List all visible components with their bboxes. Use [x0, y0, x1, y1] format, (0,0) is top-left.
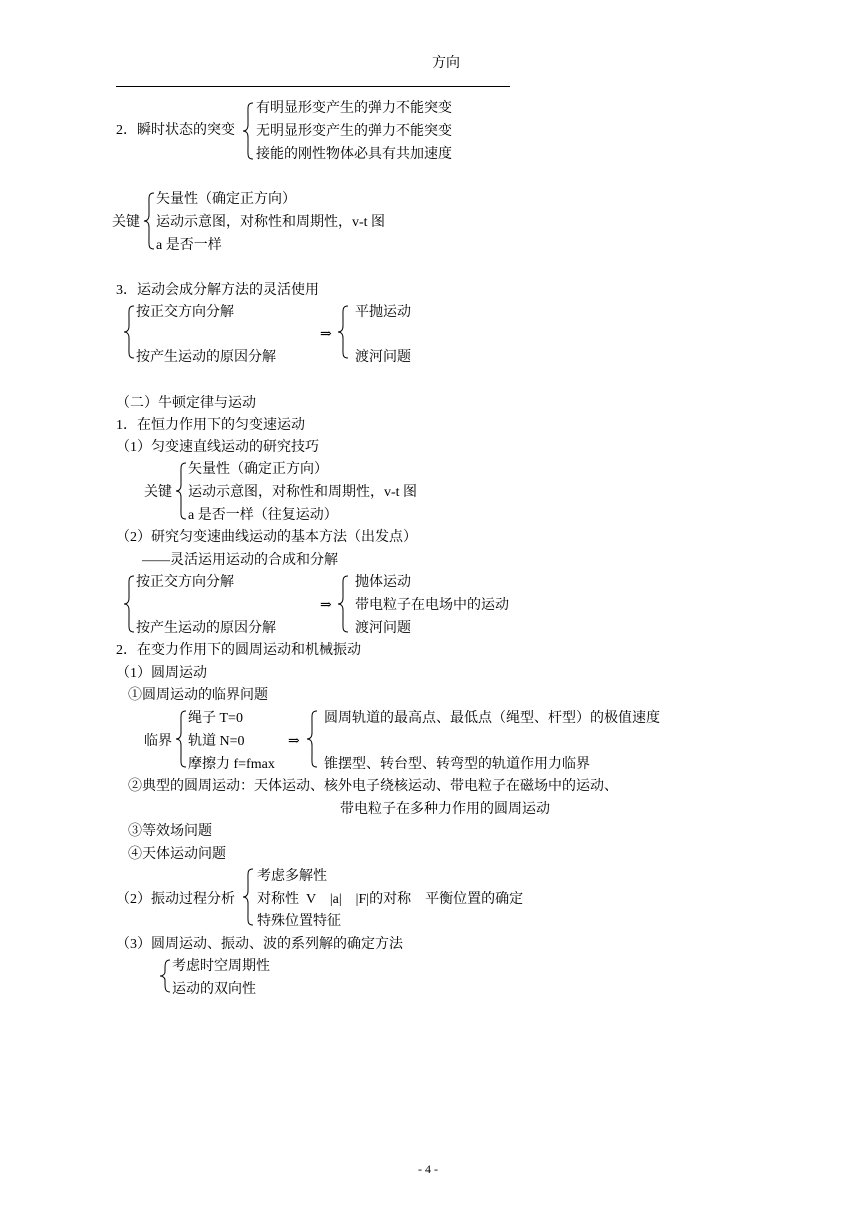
part2-c1: ①圆周运动的临界问题 [128, 688, 268, 703]
crit-right-2: 锥摆型、转台型、转弯型的轨道作用力临界 [324, 757, 590, 772]
s2-item-3: 接能的刚性物体必具有共加速度 [256, 147, 452, 162]
brace [124, 306, 136, 358]
key1-label: 关键 [112, 215, 140, 230]
key2-item-1: 矢量性（确定正方向） [188, 462, 328, 477]
p2-left-1: 按正交方向分解 [136, 575, 234, 590]
brace [338, 306, 350, 358]
key1-item-2: 运动示意图，对称性和周期性，v-t 图 [156, 215, 386, 230]
vib-item-3: 特殊位置特征 [257, 914, 341, 929]
brace [307, 711, 319, 767]
header-fragment: 方向 [432, 56, 460, 71]
key2-item-2: 运动示意图，对称性和周期性，v-t 图 [188, 485, 418, 500]
crit-item-3: 摩擦力 f=fmax [188, 757, 275, 772]
s3-right-2: 渡河问题 [355, 350, 411, 365]
crit-label: 临界 [144, 734, 172, 749]
vib-label: （2）振动过程分析 [116, 892, 235, 907]
s3-right-1: 平抛运动 [355, 305, 411, 320]
part2-sub2: （2）研究匀变速曲线运动的基本方法（出发点） [116, 530, 417, 545]
s2-item-2: 无明显形变产生的弹力不能突变 [256, 124, 452, 139]
p2-right-1: 抛体运动 [355, 575, 411, 590]
s3-left-1: 按正交方向分解 [136, 305, 234, 320]
brace [160, 960, 172, 992]
s3-left-2: 按产生运动的原因分解 [136, 350, 276, 365]
p2-left-2: 按产生运动的原因分解 [136, 621, 276, 636]
brace [243, 869, 255, 925]
crit-right-1: 圆周轨道的最高点、最低点（绳型、杆型）的极值速度 [324, 711, 660, 726]
brace [124, 576, 136, 632]
brace [144, 193, 156, 249]
crit-item-1: 绳子 T=0 [188, 711, 243, 726]
p2-arrow: ⇒ [320, 598, 332, 613]
part2-c2-line2: 带电粒子在多种力作用的圆周运动 [340, 802, 550, 817]
s3b-item-2: 运动的双向性 [172, 982, 256, 997]
part2-sub-circ: （1）圆周运动 [116, 666, 207, 681]
s2-label: 2．瞬时状态的突变 [116, 123, 235, 138]
vib-item-1: 考虑多解性 [257, 869, 327, 884]
part2-title: （二）牛顿定律与运动 [116, 396, 256, 411]
part2-sec1: 1．在恒力作用下的匀变速运动 [116, 418, 305, 433]
part2-sub3: （3）圆周运动、振动、波的系列解的确定方法 [116, 937, 403, 952]
vib-item-2: 对称性 V |a| |F|的对称 平衡位置的确定 [257, 892, 524, 907]
key1-item-3: a 是否一样 [156, 238, 222, 253]
s3b-item-1: 考虑时空周期性 [172, 959, 270, 974]
brace [176, 463, 188, 519]
header-rule [116, 86, 510, 87]
p2-right-2: 带电粒子在电场中的运动 [355, 598, 509, 613]
s3-arrow: ⇒ [320, 327, 332, 342]
s2-item-1: 有明显形变产生的弹力不能突变 [256, 101, 452, 116]
part2-sec2: 2．在变力作用下的圆周运动和机械振动 [116, 643, 361, 658]
key2-item-3: a 是否一样（往复运动） [188, 508, 338, 523]
part2-c4: ④天体运动问题 [128, 847, 226, 862]
key2-label: 关键 [144, 485, 172, 500]
part2-c3: ③等效场问题 [128, 824, 212, 839]
page-number: - 4 - [418, 1162, 438, 1176]
p2-right-3: 渡河问题 [355, 621, 411, 636]
part2-c2-line1: ②典型的圆周运动：天体运动、核外电子绕核运动、带电粒子在磁场中的运动、 [128, 779, 618, 794]
s3-title: 3．运动会成分解方法的灵活使用 [116, 283, 319, 298]
crit-item-2: 轨道 N=0 [188, 734, 245, 749]
crit-arrow: ⇒ [288, 734, 300, 749]
part2-sub1: （1）匀变速直线运动的研究技巧 [116, 440, 319, 455]
brace [176, 711, 188, 767]
key1-item-1: 矢量性（确定正方向） [156, 192, 296, 207]
brace [243, 103, 255, 159]
brace [338, 576, 350, 632]
part2-sub2-note: ——灵活运用运动的合成和分解 [142, 553, 338, 568]
